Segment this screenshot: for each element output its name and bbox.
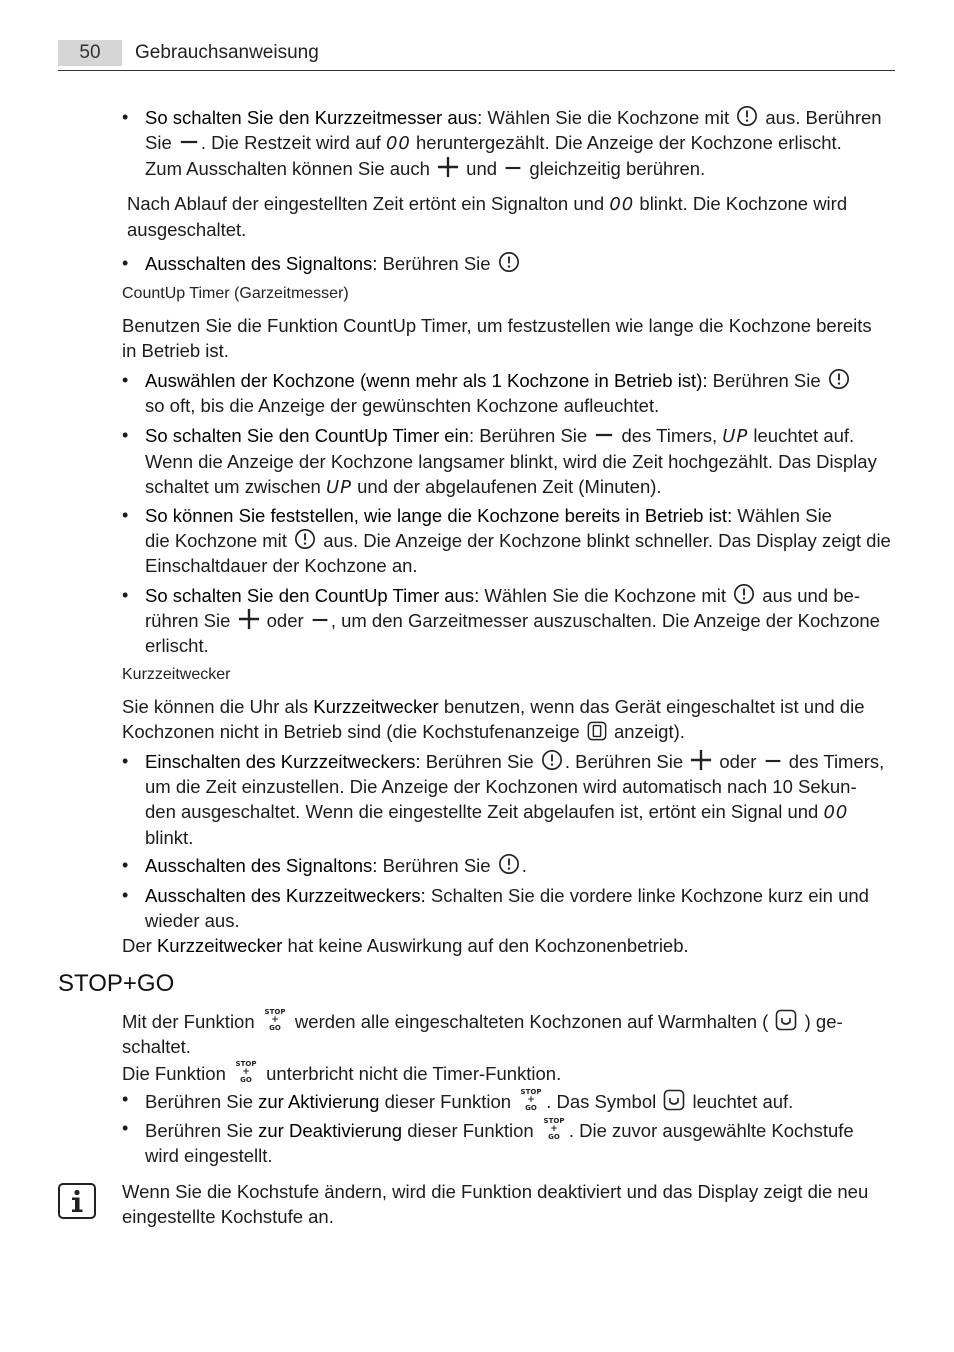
stop-go-icon [518,1087,544,1111]
minus-icon [594,425,614,445]
bullet-item-signalton-aus-2: Ausschalten des Signaltons: Berühren Sie . [145,855,527,876]
timer-icon [498,853,520,875]
bullet: • [122,253,129,273]
minus-icon [179,132,199,152]
bullet: • [122,505,129,525]
svg-text:+: + [550,1124,558,1134]
bullet-item-kurzzeitwecker-ein: Einschalten des Kurzzeitweckers: Berühren Sie . Berühren Sie oder des Timers, um die Zeit einzustellen. Die Anzeige der Kochzonen wird automatisch nach 10 Sekun- den ausgeschaltet. Wenn die eingestellte Zeit abgelaufen ist, ertönt ein Signal und 00 blinkt. [145,751,885,848]
svg-text:+: + [527,1095,536,1105]
paragraph-signalton: Nach Ablauf der eingestellten Zeit ertönt ein Signalton und 00 blinkt. Die Kochzone wird ausgeschaltet. [127,193,848,240]
bullet: • [122,370,129,390]
bullet-item-kurzzeitwecker-aus: Ausschalten des Kurzzeitweckers: Schalten Sie die vordere linke Kochzone kurz ein und wieder aus. [145,885,869,931]
timer-icon [828,368,850,390]
item-heading: Auswählen der Kochzone (wenn mehr als 1 Kochzone in Betrieb ist): [145,370,708,391]
bullet-item-countup-ein: So schalten Sie den CountUp Timer ein: Berühren Sie des Timers, UP leuchtet auf. Wenn die Anzeige der Kochzone langsamer blinkt, wird die Zeit hochgezählt. Das Display schaltet um zwischen UP und der abgelaufenen Zeit (Minuten). [145,425,877,498]
bullet: • [122,107,129,127]
plus-icon [437,156,459,178]
item-heading: So schalten Sie den CountUp Timer ein [145,425,469,446]
timer-icon [736,105,758,127]
item-heading: Ausschalten des Kurzzeitweckers: [145,885,426,906]
item-heading: Ausschalten des Signaltons: [145,855,378,876]
bullet-item-aktivierung: Berühren Sie zur Aktivierung dieser Funktion STOP + GO . Das Symbol leuchtet auf. [145,1088,794,1112]
bullet: • [122,1118,129,1138]
paragraph-stop-go: Mit der Funktion STOP + GO werden alle eingeschalteten Kochzonen auf Warmhalten ( ) ge- schaltet. Die Funktion STOP + GO unterbricht nicht die Timer-Funktion. [122,1008,843,1084]
stop-go-icon [541,1116,567,1140]
section-heading-kurzzeitwecker: Kurzzeitwecker [122,666,231,683]
item-heading: So können Sie feststellen, wie lange die Kochzone bereits in Betrieb ist: [145,505,733,526]
page-number: 50 [58,40,122,66]
svg-text:STOP: STOP [264,1008,286,1016]
plus-icon [690,749,712,771]
bullet: • [122,885,129,905]
bullet-item-signalton-aus: Ausschalten des Signaltons: Berühren Sie [145,251,905,276]
bullet: • [122,425,129,445]
bullet-item-kurzzeitmesser-aus: So schalten Sie den Kurzzeitmesser aus: Wählen Sie die Kochzone mit aus. Berühren Sie . Die Restzeit wird auf 00 heruntergezählt. Die Anzeige der Kochzone erlischt. Zum Ausschalten können Sie auch und gleichzeitig berühren. [145,107,882,179]
bullet: • [122,585,129,605]
double-zero-display: 00 [823,802,849,823]
bullet-item-kochzone-auswaehlen: Auswählen der Kochzone (wenn mehr als 1 Kochzone in Betrieb ist): Berühren Sie so oft, bis die Anzeige der gewünschten Kochzone aufleuchtet. [145,368,905,418]
keep-warm-icon [775,1009,797,1031]
bullet: • [122,855,129,875]
bullet: • [122,751,129,771]
svg-text:GO: GO [240,1076,252,1083]
svg-text:GO: GO [547,1133,560,1140]
keep-warm-icon [663,1089,685,1111]
page-header-title: Gebrauchsanweisung [135,42,319,63]
info-icon [58,1183,96,1219]
up-display: UP [722,426,749,447]
up-display: UP [325,477,352,498]
timer-icon [294,528,316,550]
svg-text:+: + [242,1067,250,1077]
minus-icon [764,751,782,771]
zero-display [587,721,607,741]
paragraph-countup-intro: Benutzen Sie die Funktion CountUp Timer, um festzustellen wie lange die Kochzone bereits in Betrieb ist. [122,315,872,361]
item-heading: So schalten Sie den Kurzzeitmesser aus: [145,107,483,128]
minus-icon [504,158,522,178]
section-heading-countup: CountUp Timer (Garzeitmesser) [122,285,349,302]
double-zero-display: 00 [385,133,411,154]
info-note: Wenn Sie die Kochstufe ändern, wird die Funktion deaktiviert und das Display zeigt die neu eingestellte Kochstufe an. [122,1181,869,1227]
svg-text:STOP: STOP [235,1060,257,1068]
svg-text:STOP: STOP [520,1088,542,1096]
header-rule [58,70,895,71]
svg-text:+: + [271,1015,279,1025]
item-heading: Ausschalten des Signaltons: [145,253,378,274]
svg-text:GO: GO [525,1104,538,1111]
paragraph-kurzzeitwecker: Sie können die Uhr als Kurzzeitwecker benutzen, wenn das Gerät eingeschaltet ist und die Kochzonen nicht in Betrieb sind (die Kochstufenanzeige anzeigt). [122,696,865,742]
double-zero-display: 00 [609,194,635,215]
item-heading: So schalten Sie den CountUp Timer aus: [145,585,480,606]
item-heading: Einschalten des Kurzzeitweckers: [145,751,421,772]
section-heading-stop-go: STOP+GO [58,970,175,997]
minus-icon [311,610,329,630]
svg-text:STOP: STOP [543,1117,565,1125]
bullet-item-deaktivierung: Berühren Sie zur Deaktivierung dieser Funktion STOP + GO . Die zuvor ausgewählte Kochstufe wird eingestellt. [145,1117,854,1166]
paragraph-kurzzeitwecker-note: Der Kurzzeitwecker hat keine Auswirkung auf den Kochzonenbetrieb. [122,935,689,956]
stop-go-icon [262,1007,288,1031]
bullet-item-betriebsdauer: So können Sie feststellen, wie lange die Kochzone bereits in Betrieb ist: Wählen Sie die Kochzone mit aus. Die Anzeige der Kochzone blinkt schneller. Das Display zeigt die Einschaltdauer der Kochzone an. [145,505,891,576]
bullet-item-countup-aus: So schalten Sie den CountUp Timer aus: Wählen Sie die Kochzone mit aus und be- rühren Sie oder , um den Garzeitmesser auszuschalten. Die Anzeige der Kochzone erlischt. [145,585,880,656]
svg-text:GO: GO [268,1024,281,1031]
plus-icon [238,608,260,630]
timer-icon [541,749,563,771]
timer-icon [733,583,755,605]
stop-go-icon [233,1059,259,1083]
timer-icon [498,251,520,273]
bullet: • [122,1089,129,1109]
